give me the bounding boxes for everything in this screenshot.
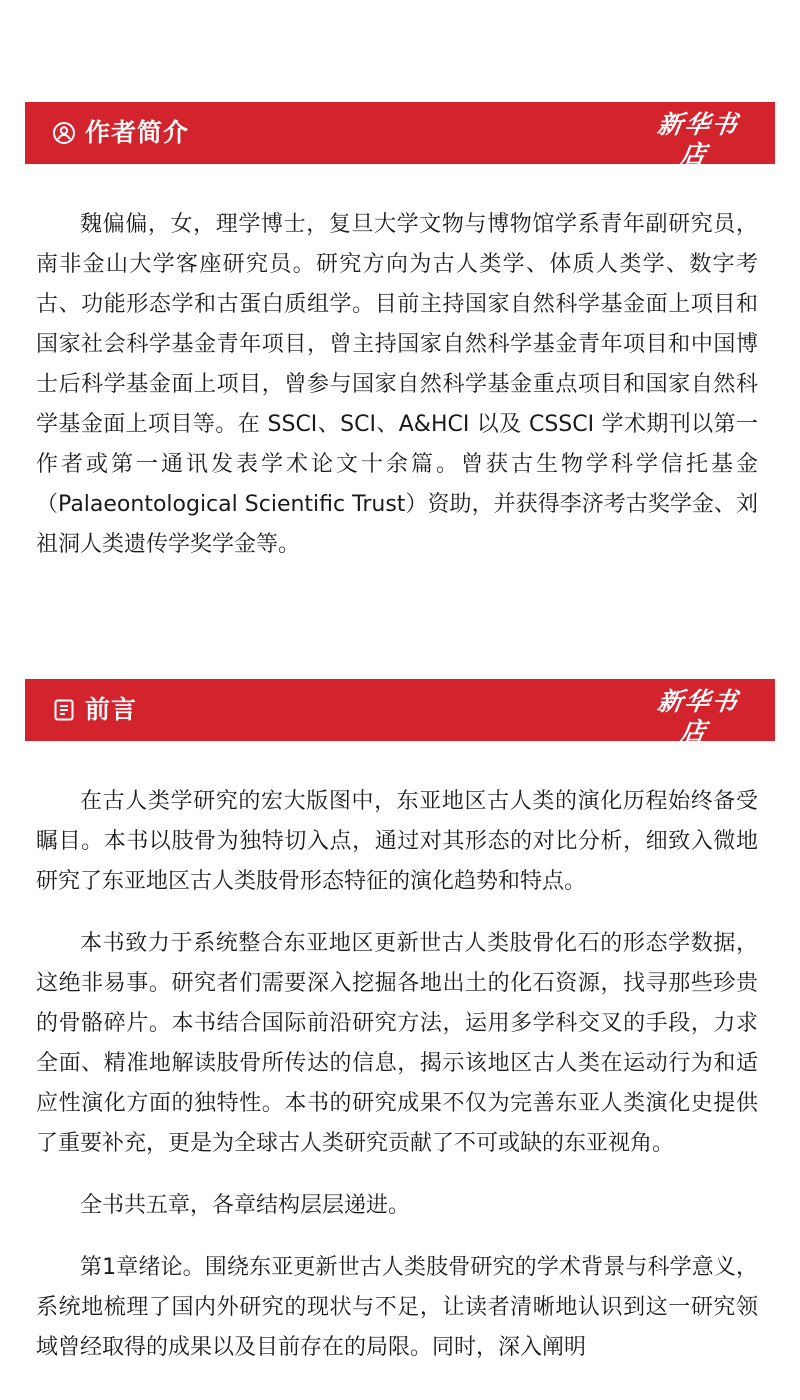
preface-paragraph-4: 第1章绪论。围绕东亚更新世古人类肢骨研究的学术背景与科学意义，系统地梳理了国内外研究的现状与不足，让读者清晰地认识到这一研究领域曾经取得的成果以及目前存在的局限。同时，深入阐明 bbox=[36, 1255, 758, 1360]
section-title: 作者简介 bbox=[85, 118, 190, 147]
brand-name-en: XINHUA BOOKSTORE bbox=[651, 750, 741, 758]
xinhua-bookstore-logo bbox=[645, 687, 747, 758]
document-list-icon bbox=[52, 698, 76, 722]
preface-paragraph-1: 在古人类学研究的宏大版图中，东亚地区古人类的演化历程始终备受瞩目。本书以肢骨为独特切入点，通过对其形态的对比分析，细致入微地研究了东亚地区古人类肢骨形态特征的演化趋势和特点。 bbox=[36, 789, 758, 894]
preface-paragraph-3: 全书共五章，各章结构层层递进。 bbox=[80, 1193, 411, 1218]
brand-name-cn: 新华书店 bbox=[655, 687, 741, 746]
section-header-author bbox=[25, 102, 775, 181]
author-bio-paragraph: 魏偏偏，女，理学博士，复旦大学文物与博物馆学系青年副研究员，南非金山大学客座研究员。研究方向为古人类学、体质人类学、数字考古、功能形态学和古蛋白质组学。目前主持国家自然科学基金面上项目和国家社会科学基金青年项目，曾主持国家自然科学基金青年项目和中国博士后科学基金面上项目，曾参与国家自然科学基金重点项目和国家自然科学基金面上项目等。在 SSCI、SCI、A&HCI 以及 CSSCI 学术期刊以第一作者或第一通讯发表学术论文十余篇。曾获古生物学科学信托基金（Palaeontological Scientific Trust）资助，并获得李济考古奖学金、刘祖洞人类遗传学奖学金等。 bbox=[36, 212, 758, 557]
preface-paragraph-2: 本书致力于系统整合东亚地区更新世古人类肢骨化石的形态学数据，这绝非易事。研究者们需要深入挖掘各地出土的化石资源，找寻那些珍贵的骨骼碎片。本书结合国际前沿研究方法，运用多学科交叉的手段，力求全面、精准地解读肢骨所传达的信息，揭示该地区古人类在运动行为和适应性演化方面的独特性。本书的研究成果不仅为完善东亚人类演化史提供了重要补充，更是为全球古人类研究贡献了不可或缺的东亚视角。 bbox=[36, 931, 758, 1156]
section-title: 前言 bbox=[85, 695, 138, 724]
section-header-preface bbox=[25, 679, 775, 758]
author-bio bbox=[36, 205, 758, 565]
user-circle-icon bbox=[52, 121, 76, 145]
brand-name-en: XINHUA BOOKSTORE bbox=[651, 173, 741, 181]
preface-body bbox=[36, 782, 758, 1368]
xinhua-bookstore-logo bbox=[645, 110, 747, 181]
brand-name-cn: 新华书店 bbox=[655, 110, 741, 169]
